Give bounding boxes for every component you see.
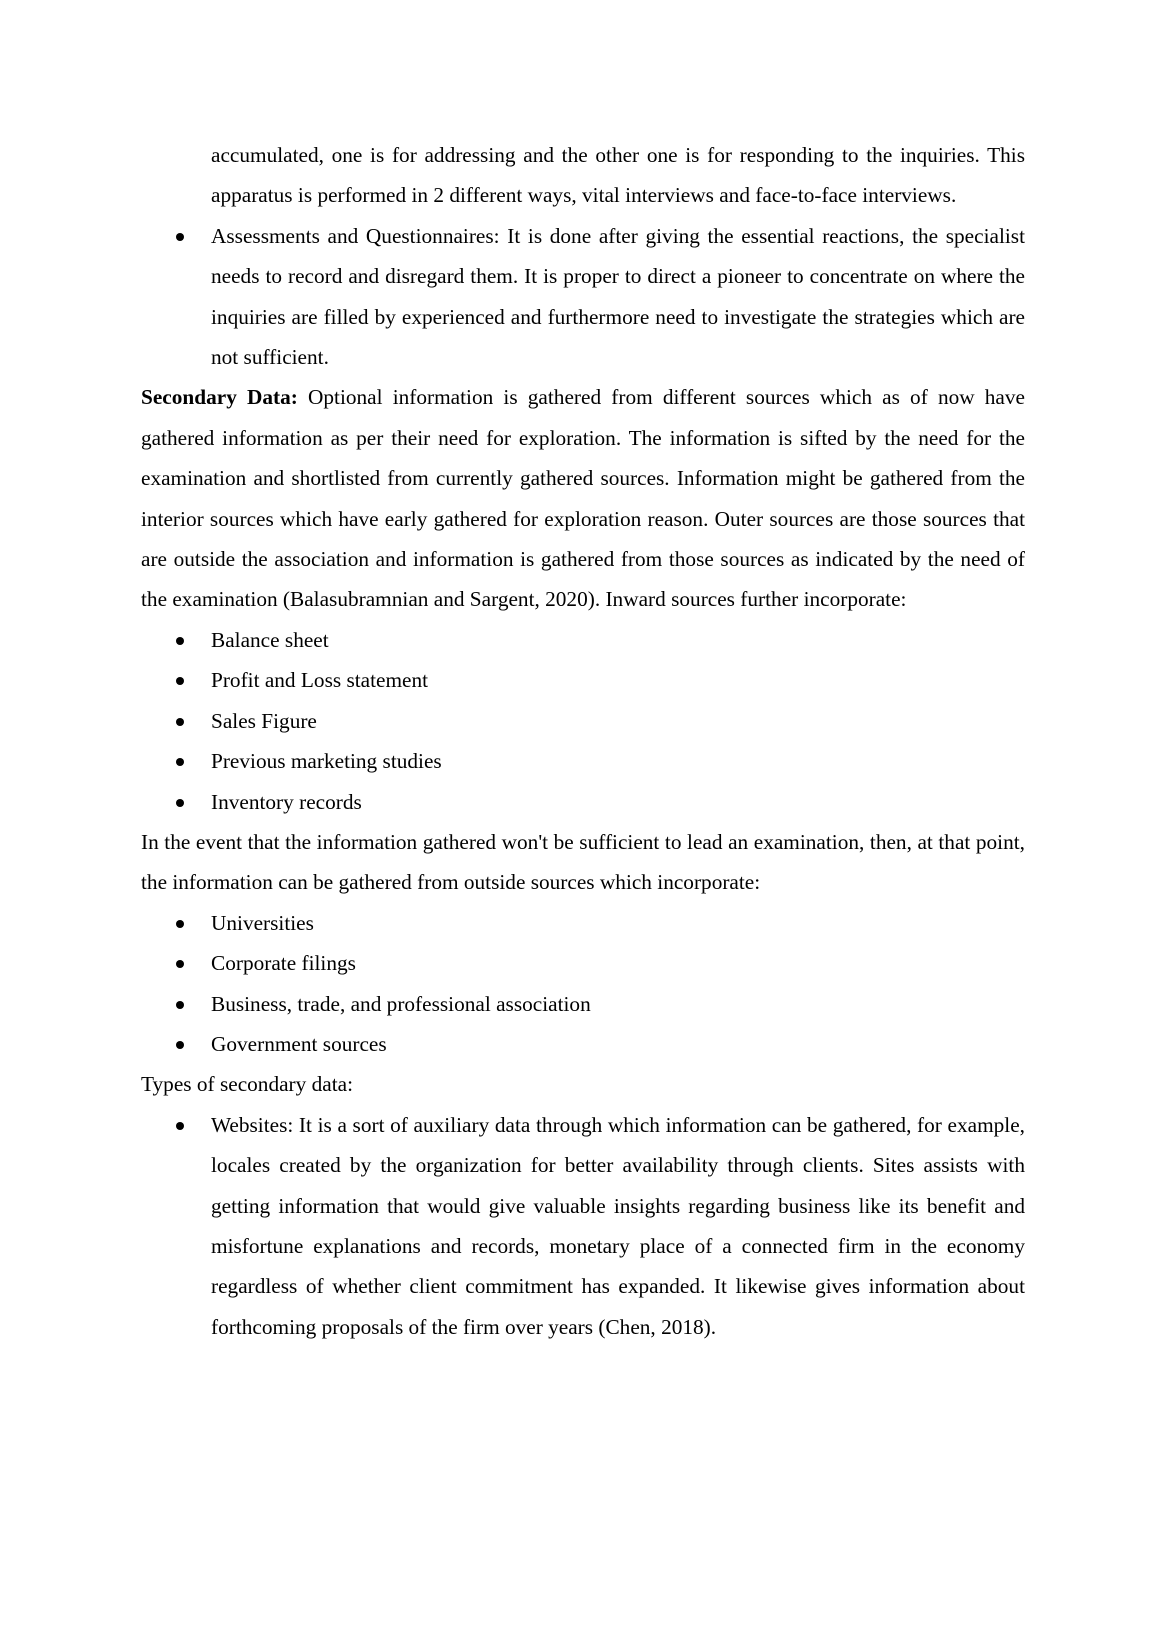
bullet-icon [176,920,184,928]
page-content [141,135,1025,1347]
bullet-icon [176,677,184,685]
bullet-icon [176,637,184,645]
bullet-icon [176,799,184,807]
list-item: Universities [141,903,1025,943]
list-item: Inventory records [141,782,1025,822]
secondary-data-heading: Secondary Data: [141,385,298,410]
list-item: Sales Figure [141,701,1025,741]
list-item: Government sources [141,1024,1025,1064]
types-heading: Types of secondary data: [141,1072,353,1097]
list-item: Assessments and Questionnaires: It is done after giving the essential reactions, the specialist needs to record and disregard them. It is proper to direct a pioneer to concentrate on where the inquiries are filled by experienced and furthermore need to investigate the strategies which are not sufficient. [141,216,1025,378]
list-item: Previous marketing studies [141,741,1025,781]
list-item: Corporate filings [141,943,1025,983]
bullet-icon [176,233,184,241]
bullet-icon [176,758,184,766]
list-item: Websites: It is a sort of auxiliary data through which information can be gathered, for example, locales created by the organization for better availability through clients. Sites assists with getting information that would give valuable insights regarding business like its benefit and misfortune explanations and records, monetary place of a connected firm in the economy regardless of whether client commitment has expanded. It likewise gives information about forthcoming proposals of the firm over years (Chen, 2018). [141,1105,1025,1347]
method-list [141,216,1025,378]
bullet-icon [176,1122,184,1130]
list-item: Business, trade, and professional association [141,984,1025,1024]
continuation-paragraph: accumulated, one is for addressing and the other one is for responding to the inquiries. This apparatus is performed in 2 different ways, vital interviews and face-to-face interviews. [211,143,1025,208]
bullet-icon [176,1001,184,1009]
types-list [141,1105,1025,1347]
list-item: Balance sheet [141,620,1025,660]
secondary-data-paragraph: Secondary Data: Optional information is gathered from different sources which as of now have gathered information as per their need for exploration. The information is sifted by the need for the examination and shortlisted from currently gathered sources. Information might be gathered from the interior sources which have early gathered for exploration reason. Outer sources are those sources that are outside the association and information is gathered from those sources as indicated by the need of the examination (Balasubramnian and Sargent, 2020). Inward sources further incorporate: [141,385,1025,612]
inward-sources-list [141,620,1025,822]
bullet-icon [176,718,184,726]
bullet-icon [176,960,184,968]
bullet-icon [176,1041,184,1049]
list-item: Profit and Loss statement [141,660,1025,700]
outside-sources-list [141,903,1025,1065]
outside-sources-intro: In the event that the information gathered won't be sufficient to lead an examination, then, at that point, the information can be gathered from outside sources which incorporate: [141,829,1025,895]
